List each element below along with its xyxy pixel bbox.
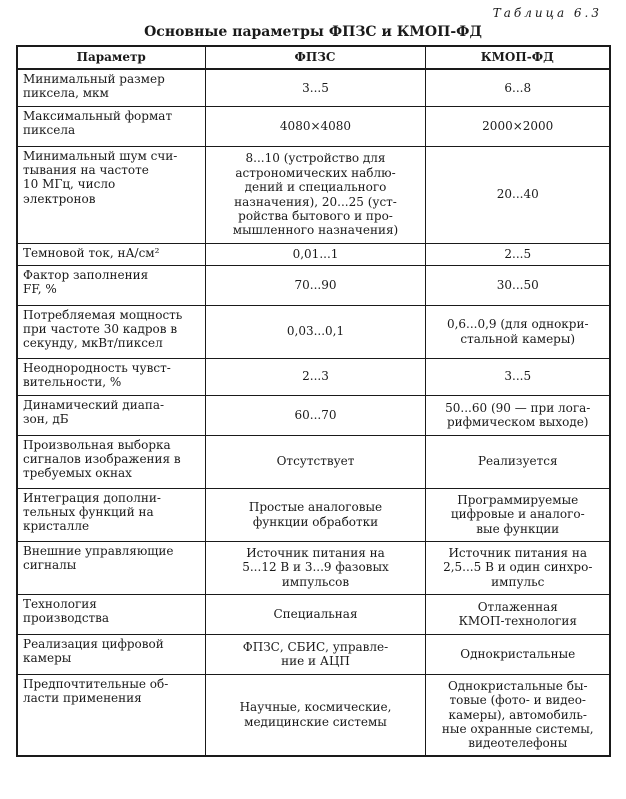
parameter-cell: Минимальный размер пиксела, мкм bbox=[17, 69, 205, 106]
kmop-cell: 6...8 bbox=[425, 69, 610, 106]
kmop-cell: 0,6...0,9 (для однокри- стальной камеры) bbox=[425, 305, 610, 358]
kmop-cell: 3...5 bbox=[425, 358, 610, 395]
fpzs-cell: Научные, космические, медицинские системы bbox=[205, 674, 425, 756]
parameter-cell: Темновой ток, нА/см² bbox=[17, 243, 205, 265]
parameter-cell: Предпочтительные об- ласти применения bbox=[17, 674, 205, 756]
parameter-cell: Динамический диапа- зон, дБ bbox=[17, 395, 205, 435]
header-parameter: Параметр bbox=[17, 46, 205, 69]
kmop-cell: 2000×2000 bbox=[425, 106, 610, 146]
table-row bbox=[17, 634, 610, 674]
header-kmop: КМОП-ФД bbox=[425, 46, 610, 69]
parameter-cell: Технология производства bbox=[17, 594, 205, 634]
fpzs-cell: Источник питания на 5...12 В и 3...9 фазовых импульсов bbox=[205, 541, 425, 594]
table-row bbox=[17, 243, 610, 265]
parameter-cell: Фактор заполнения FF, % bbox=[17, 265, 205, 305]
fpzs-cell: ФПЗС, СБИС, управле- ние и АЦП bbox=[205, 634, 425, 674]
parameter-cell: Максимальный формат пиксела bbox=[17, 106, 205, 146]
header-fpzs: ФПЗС bbox=[205, 46, 425, 69]
table-row bbox=[17, 488, 610, 541]
kmop-cell: 20...40 bbox=[425, 146, 610, 243]
parameter-cell: Потребляемая мощность при частоте 30 кадров в секунду, мкВт/пиксел bbox=[17, 305, 205, 358]
fpzs-cell: Специальная bbox=[205, 594, 425, 634]
parameter-cell: Минимальный шум счи- тывания на частоте 10 МГц, число электронов bbox=[17, 146, 205, 243]
parameter-cell: Реализация цифровой камеры bbox=[17, 634, 205, 674]
kmop-cell: Однокристальные bbox=[425, 634, 610, 674]
parameter-cell: Произвольная выборка сигналов изображения в требуемых окнах bbox=[17, 435, 205, 488]
table-row bbox=[17, 435, 610, 488]
kmop-cell: Однокристальные бы- товые (фото- и видео- камеры), автомобиль- ные охранные системы, видеотелефоны bbox=[425, 674, 610, 756]
table-row bbox=[17, 541, 610, 594]
fpzs-cell: 70...90 bbox=[205, 265, 425, 305]
fpzs-cell: 60...70 bbox=[205, 395, 425, 435]
header-row bbox=[17, 46, 610, 69]
parameter-cell: Неоднородность чувст- вительности, % bbox=[17, 358, 205, 395]
parameter-cell: Внешние управляющие сигналы bbox=[17, 541, 205, 594]
kmop-cell: Источник питания на 2,5...5 В и один синхро- импульс bbox=[425, 541, 610, 594]
kmop-cell: Реализуется bbox=[425, 435, 610, 488]
fpzs-cell: 0,03...0,1 bbox=[205, 305, 425, 358]
table-number: Таблица 6.3 bbox=[492, 6, 602, 20]
kmop-cell: Программируемые цифровые и аналого- вые функции bbox=[425, 488, 610, 541]
parameters-table bbox=[16, 45, 611, 757]
table-row bbox=[17, 395, 610, 435]
table-row bbox=[17, 146, 610, 243]
table-row bbox=[17, 265, 610, 305]
kmop-cell: 50...60 (90 — при лога- рифмическом выходе) bbox=[425, 395, 610, 435]
table-row bbox=[17, 305, 610, 358]
fpzs-cell: 0,01...1 bbox=[205, 243, 425, 265]
table-row bbox=[17, 358, 610, 395]
table-row bbox=[17, 106, 610, 146]
fpzs-cell: 2...3 bbox=[205, 358, 425, 395]
parameter-cell: Интеграция дополни- тельных функций на кристалле bbox=[17, 488, 205, 541]
fpzs-cell: 4080×4080 bbox=[205, 106, 425, 146]
kmop-cell: Отлаженная КМОП-технология bbox=[425, 594, 610, 634]
fpzs-cell: 3...5 bbox=[205, 69, 425, 106]
fpzs-cell: 8...10 (устройство для астрономических наблю- дений и специального назначения), 20...25 (уст- ройства бытового и про- мышленного назначения) bbox=[205, 146, 425, 243]
kmop-cell: 30...50 bbox=[425, 265, 610, 305]
kmop-cell: 2...5 bbox=[425, 243, 610, 265]
fpzs-cell: Простые аналоговые функции обработки bbox=[205, 488, 425, 541]
table-caption: Основные параметры ФПЗС и КМОП-ФД bbox=[144, 24, 482, 40]
table-row bbox=[17, 69, 610, 106]
table-row bbox=[17, 594, 610, 634]
table-row bbox=[17, 674, 610, 756]
fpzs-cell: Отсутствует bbox=[205, 435, 425, 488]
